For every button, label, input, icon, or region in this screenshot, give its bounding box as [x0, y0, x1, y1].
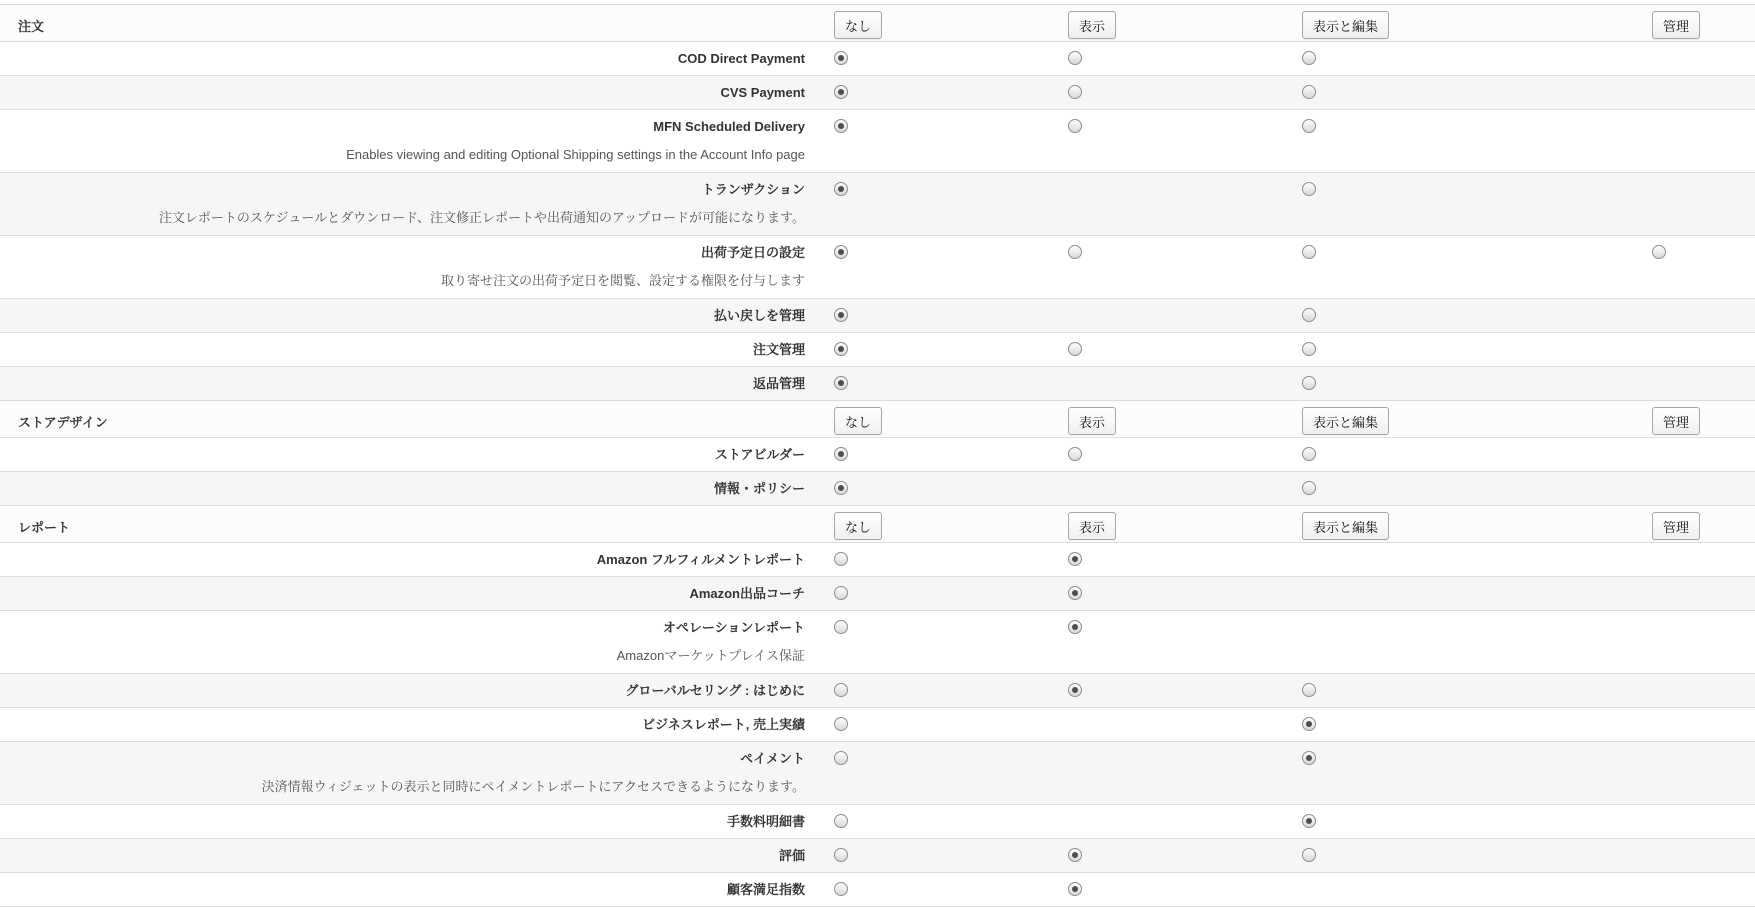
level-button-cell — [1302, 5, 1652, 41]
radio-cell — [1068, 611, 1302, 673]
radio-cell — [834, 76, 1068, 109]
radio-view-edit[interactable] — [1302, 119, 1316, 133]
radio-cell — [1302, 438, 1652, 471]
radio-cell — [1652, 873, 1755, 906]
permission-row — [0, 543, 1755, 577]
radio-cell — [1068, 367, 1302, 400]
radio-none[interactable] — [834, 308, 848, 322]
level-button-view-edit[interactable]: 表示と編集 — [1302, 11, 1389, 39]
radio-cell — [1302, 742, 1652, 804]
radio-cell — [1302, 611, 1652, 673]
radio-cell — [1302, 42, 1652, 75]
user-permissions-table — [0, 5, 1755, 907]
level-button-none[interactable]: なし — [834, 407, 882, 435]
permission-label: Amazon フルフィルメントレポート — [596, 552, 805, 567]
radio-view[interactable] — [1068, 552, 1082, 566]
permission-row — [0, 873, 1755, 907]
radio-cell — [1302, 76, 1652, 109]
radio-cell — [1302, 839, 1652, 872]
permission-description: Enables viewing and editing Optional Shipping settings in the Account Info page — [346, 147, 805, 162]
radio-view-edit[interactable] — [1302, 85, 1316, 99]
permission-label-cell — [0, 543, 834, 576]
level-button-cell — [1068, 401, 1302, 437]
radio-cell — [1652, 839, 1755, 872]
permission-label: MFN Scheduled Delivery — [653, 119, 805, 134]
permission-label-cell — [0, 367, 834, 400]
permission-description: 決済情報ウィジェットの表示と同時にペイメントレポートにアクセスできるようになります。 — [261, 779, 805, 794]
radio-view[interactable] — [1068, 245, 1082, 259]
radio-none[interactable] — [834, 481, 848, 495]
section-header-row-1 — [0, 401, 1755, 438]
permission-row — [0, 76, 1755, 110]
permission-label-cell — [0, 839, 834, 872]
permission-label: 返品管理 — [752, 376, 805, 391]
radio-view[interactable] — [1068, 683, 1082, 697]
radio-cell — [1302, 299, 1652, 332]
radio-view[interactable] — [1068, 586, 1082, 600]
level-button-cell — [1068, 506, 1302, 542]
permission-label: 手数料明細書 — [726, 814, 805, 829]
section-header-row-0 — [0, 5, 1755, 42]
level-button-cell — [1068, 5, 1302, 41]
radio-none[interactable] — [834, 376, 848, 390]
radio-none[interactable] — [834, 882, 848, 896]
radio-cell — [1652, 173, 1755, 235]
radio-none[interactable] — [834, 717, 848, 731]
permission-row — [0, 367, 1755, 401]
radio-cell — [1652, 367, 1755, 400]
radio-cell — [834, 674, 1068, 707]
radio-cell — [1302, 367, 1652, 400]
permission-row — [0, 299, 1755, 333]
radio-view[interactable] — [1068, 848, 1082, 862]
permission-row — [0, 742, 1755, 805]
radio-view-edit[interactable] — [1302, 481, 1316, 495]
permission-row — [0, 110, 1755, 173]
permission-row — [0, 173, 1755, 236]
level-button-cell — [834, 401, 1068, 437]
radio-cell — [1652, 577, 1755, 610]
radio-view-edit[interactable] — [1302, 447, 1316, 461]
radio-cell — [1302, 708, 1652, 741]
radio-cell — [1302, 236, 1652, 298]
radio-none[interactable] — [834, 85, 848, 99]
radio-none[interactable] — [834, 182, 848, 196]
permission-label: ペイメント — [740, 751, 805, 766]
permission-label: Amazon出品コーチ — [689, 586, 805, 601]
radio-view[interactable] — [1068, 119, 1082, 133]
level-button-cell — [1652, 506, 1755, 542]
level-button-none[interactable]: なし — [834, 512, 882, 540]
radio-none[interactable] — [834, 119, 848, 133]
radio-cell — [834, 742, 1068, 804]
radio-view-edit[interactable] — [1302, 751, 1316, 765]
radio-cell — [1652, 236, 1755, 298]
radio-none[interactable] — [834, 683, 848, 697]
radio-cell — [1068, 42, 1302, 75]
radio-none[interactable] — [834, 245, 848, 259]
level-button-none[interactable]: なし — [834, 11, 882, 39]
radio-cell — [1302, 577, 1652, 610]
radio-cell — [1652, 110, 1755, 172]
permission-row — [0, 805, 1755, 839]
permission-label-cell — [0, 873, 834, 906]
level-button-cell — [1652, 5, 1755, 41]
radio-view-edit[interactable] — [1302, 814, 1316, 828]
permission-row — [0, 333, 1755, 367]
radio-cell — [1068, 839, 1302, 872]
permission-row — [0, 674, 1755, 708]
radio-cell — [834, 110, 1068, 172]
radio-manage[interactable] — [1652, 245, 1666, 259]
permission-label: 評価 — [778, 848, 805, 863]
radio-cell — [1652, 76, 1755, 109]
level-button-view[interactable]: 表示 — [1068, 512, 1116, 540]
radio-cell — [1652, 438, 1755, 471]
radio-cell — [1652, 611, 1755, 673]
radio-cell — [834, 543, 1068, 576]
radio-cell — [1068, 674, 1302, 707]
permission-label-cell — [0, 333, 834, 366]
radio-cell — [1302, 674, 1652, 707]
level-button-manage[interactable]: 管理 — [1652, 512, 1700, 540]
radio-cell — [1068, 472, 1302, 505]
permission-row — [0, 42, 1755, 76]
permission-description: 取り寄せ注文の出荷予定日を閲覧、設定する権限を付与します — [440, 273, 805, 288]
permission-label-cell — [0, 805, 834, 838]
radio-cell — [834, 236, 1068, 298]
radio-cell — [1068, 543, 1302, 576]
radio-none[interactable] — [834, 814, 848, 828]
permission-label: 情報・ポリシー — [713, 481, 805, 496]
permission-row — [0, 839, 1755, 873]
radio-cell — [1652, 299, 1755, 332]
radio-cell — [1068, 438, 1302, 471]
permission-label-cell — [0, 438, 834, 471]
level-button-view[interactable]: 表示 — [1068, 11, 1116, 39]
radio-cell — [834, 367, 1068, 400]
permission-label: 出荷予定日の設定 — [700, 245, 805, 260]
radio-view-edit[interactable] — [1302, 182, 1316, 196]
section-title: レポート — [18, 520, 71, 535]
radio-none[interactable] — [834, 751, 848, 765]
radio-cell — [834, 472, 1068, 505]
radio-cell — [1652, 708, 1755, 741]
permission-label: オペレーションレポート — [662, 620, 805, 635]
section-header-row-2 — [0, 506, 1755, 543]
radio-cell — [1652, 742, 1755, 804]
permission-label-cell — [0, 173, 834, 235]
level-button-view-edit[interactable]: 表示と編集 — [1302, 512, 1389, 540]
permission-label: CVS Payment — [720, 85, 805, 100]
radio-cell — [1302, 333, 1652, 366]
section-title: ストアデザイン — [18, 415, 108, 430]
level-button-cell — [1302, 401, 1652, 437]
radio-view[interactable] — [1068, 447, 1082, 461]
radio-cell — [834, 805, 1068, 838]
radio-view-edit[interactable] — [1302, 683, 1316, 697]
radio-view-edit[interactable] — [1302, 308, 1316, 322]
radio-cell — [1068, 333, 1302, 366]
radio-cell — [1068, 76, 1302, 109]
permission-row — [0, 236, 1755, 299]
radio-cell — [1302, 110, 1652, 172]
permission-row — [0, 708, 1755, 742]
permission-label: 払い戻しを管理 — [713, 308, 805, 323]
radio-cell — [1068, 577, 1302, 610]
radio-view-edit[interactable] — [1302, 51, 1316, 65]
radio-cell — [1068, 708, 1302, 741]
permission-label-cell — [0, 42, 834, 75]
permission-label-cell — [0, 299, 834, 332]
radio-view[interactable] — [1068, 51, 1082, 65]
radio-none[interactable] — [834, 342, 848, 356]
permission-row — [0, 438, 1755, 472]
level-button-cell — [1302, 506, 1652, 542]
level-button-cell — [834, 506, 1068, 542]
radio-view[interactable] — [1068, 882, 1082, 896]
permission-label: ビジネスレポート, 売上実績 — [642, 717, 805, 732]
permission-label: ストアビルダー — [714, 447, 805, 462]
permission-description: 注文レポートのスケジュールとダウンロード、注文修正レポートや出荷通知のアップロードが可能になります。 — [158, 210, 805, 225]
permission-label: 顧客満足指数 — [726, 882, 805, 897]
level-button-view-edit[interactable]: 表示と編集 — [1302, 407, 1389, 435]
radio-cell — [1302, 173, 1652, 235]
level-button-view[interactable]: 表示 — [1068, 407, 1116, 435]
radio-cell — [1652, 42, 1755, 75]
permission-label: グローバルセリング : はじめに — [625, 683, 805, 698]
radio-cell — [1068, 742, 1302, 804]
permission-label-cell — [0, 472, 834, 505]
radio-cell — [1068, 299, 1302, 332]
radio-cell — [834, 839, 1068, 872]
radio-view-edit[interactable] — [1302, 245, 1316, 259]
radio-cell — [1652, 472, 1755, 505]
permission-label: COD Direct Payment — [677, 51, 805, 66]
radio-cell — [1652, 674, 1755, 707]
radio-cell — [834, 577, 1068, 610]
permission-description: Amazonマーケットプレイス保証 — [616, 648, 805, 663]
permission-label: トランザクション — [701, 182, 805, 197]
radio-cell — [1652, 543, 1755, 576]
radio-view-edit[interactable] — [1302, 848, 1316, 862]
radio-view-edit[interactable] — [1302, 376, 1316, 390]
permission-label-cell — [0, 742, 834, 804]
radio-none[interactable] — [834, 51, 848, 65]
radio-cell — [1068, 173, 1302, 235]
radio-cell — [1302, 543, 1652, 576]
radio-cell — [1068, 805, 1302, 838]
permission-label-cell — [0, 236, 834, 298]
radio-cell — [834, 42, 1068, 75]
permission-label-cell — [0, 708, 834, 741]
permission-label-cell — [0, 76, 834, 109]
radio-cell — [834, 873, 1068, 906]
radio-cell — [834, 708, 1068, 741]
permission-row — [0, 611, 1755, 674]
radio-cell — [1068, 110, 1302, 172]
radio-cell — [834, 299, 1068, 332]
radio-cell — [834, 438, 1068, 471]
radio-none[interactable] — [834, 848, 848, 862]
permission-label-cell — [0, 110, 834, 172]
level-button-cell — [834, 5, 1068, 41]
radio-cell — [834, 333, 1068, 366]
radio-none[interactable] — [834, 552, 848, 566]
radio-cell — [834, 611, 1068, 673]
radio-cell — [1652, 805, 1755, 838]
level-button-cell — [1652, 401, 1755, 437]
radio-view[interactable] — [1068, 342, 1082, 356]
permission-label: 注文管理 — [752, 342, 805, 357]
radio-cell — [834, 173, 1068, 235]
radio-view[interactable] — [1068, 620, 1082, 634]
radio-none[interactable] — [834, 620, 848, 634]
radio-none[interactable] — [834, 586, 848, 600]
radio-view-edit[interactable] — [1302, 717, 1316, 731]
permission-label-cell — [0, 611, 834, 673]
permission-row — [0, 472, 1755, 506]
radio-cell — [1652, 333, 1755, 366]
section-title: 注文 — [18, 19, 45, 34]
permission-label-cell — [0, 674, 834, 707]
radio-cell — [1068, 236, 1302, 298]
radio-view[interactable] — [1068, 85, 1082, 99]
radio-cell — [1068, 873, 1302, 906]
level-button-manage[interactable]: 管理 — [1652, 407, 1700, 435]
permission-label-cell — [0, 577, 834, 610]
radio-cell — [1302, 472, 1652, 505]
radio-cell — [1302, 873, 1652, 906]
permission-row — [0, 577, 1755, 611]
radio-view-edit[interactable] — [1302, 342, 1316, 356]
level-button-manage[interactable]: 管理 — [1652, 11, 1700, 39]
radio-cell — [1302, 805, 1652, 838]
radio-none[interactable] — [834, 447, 848, 461]
